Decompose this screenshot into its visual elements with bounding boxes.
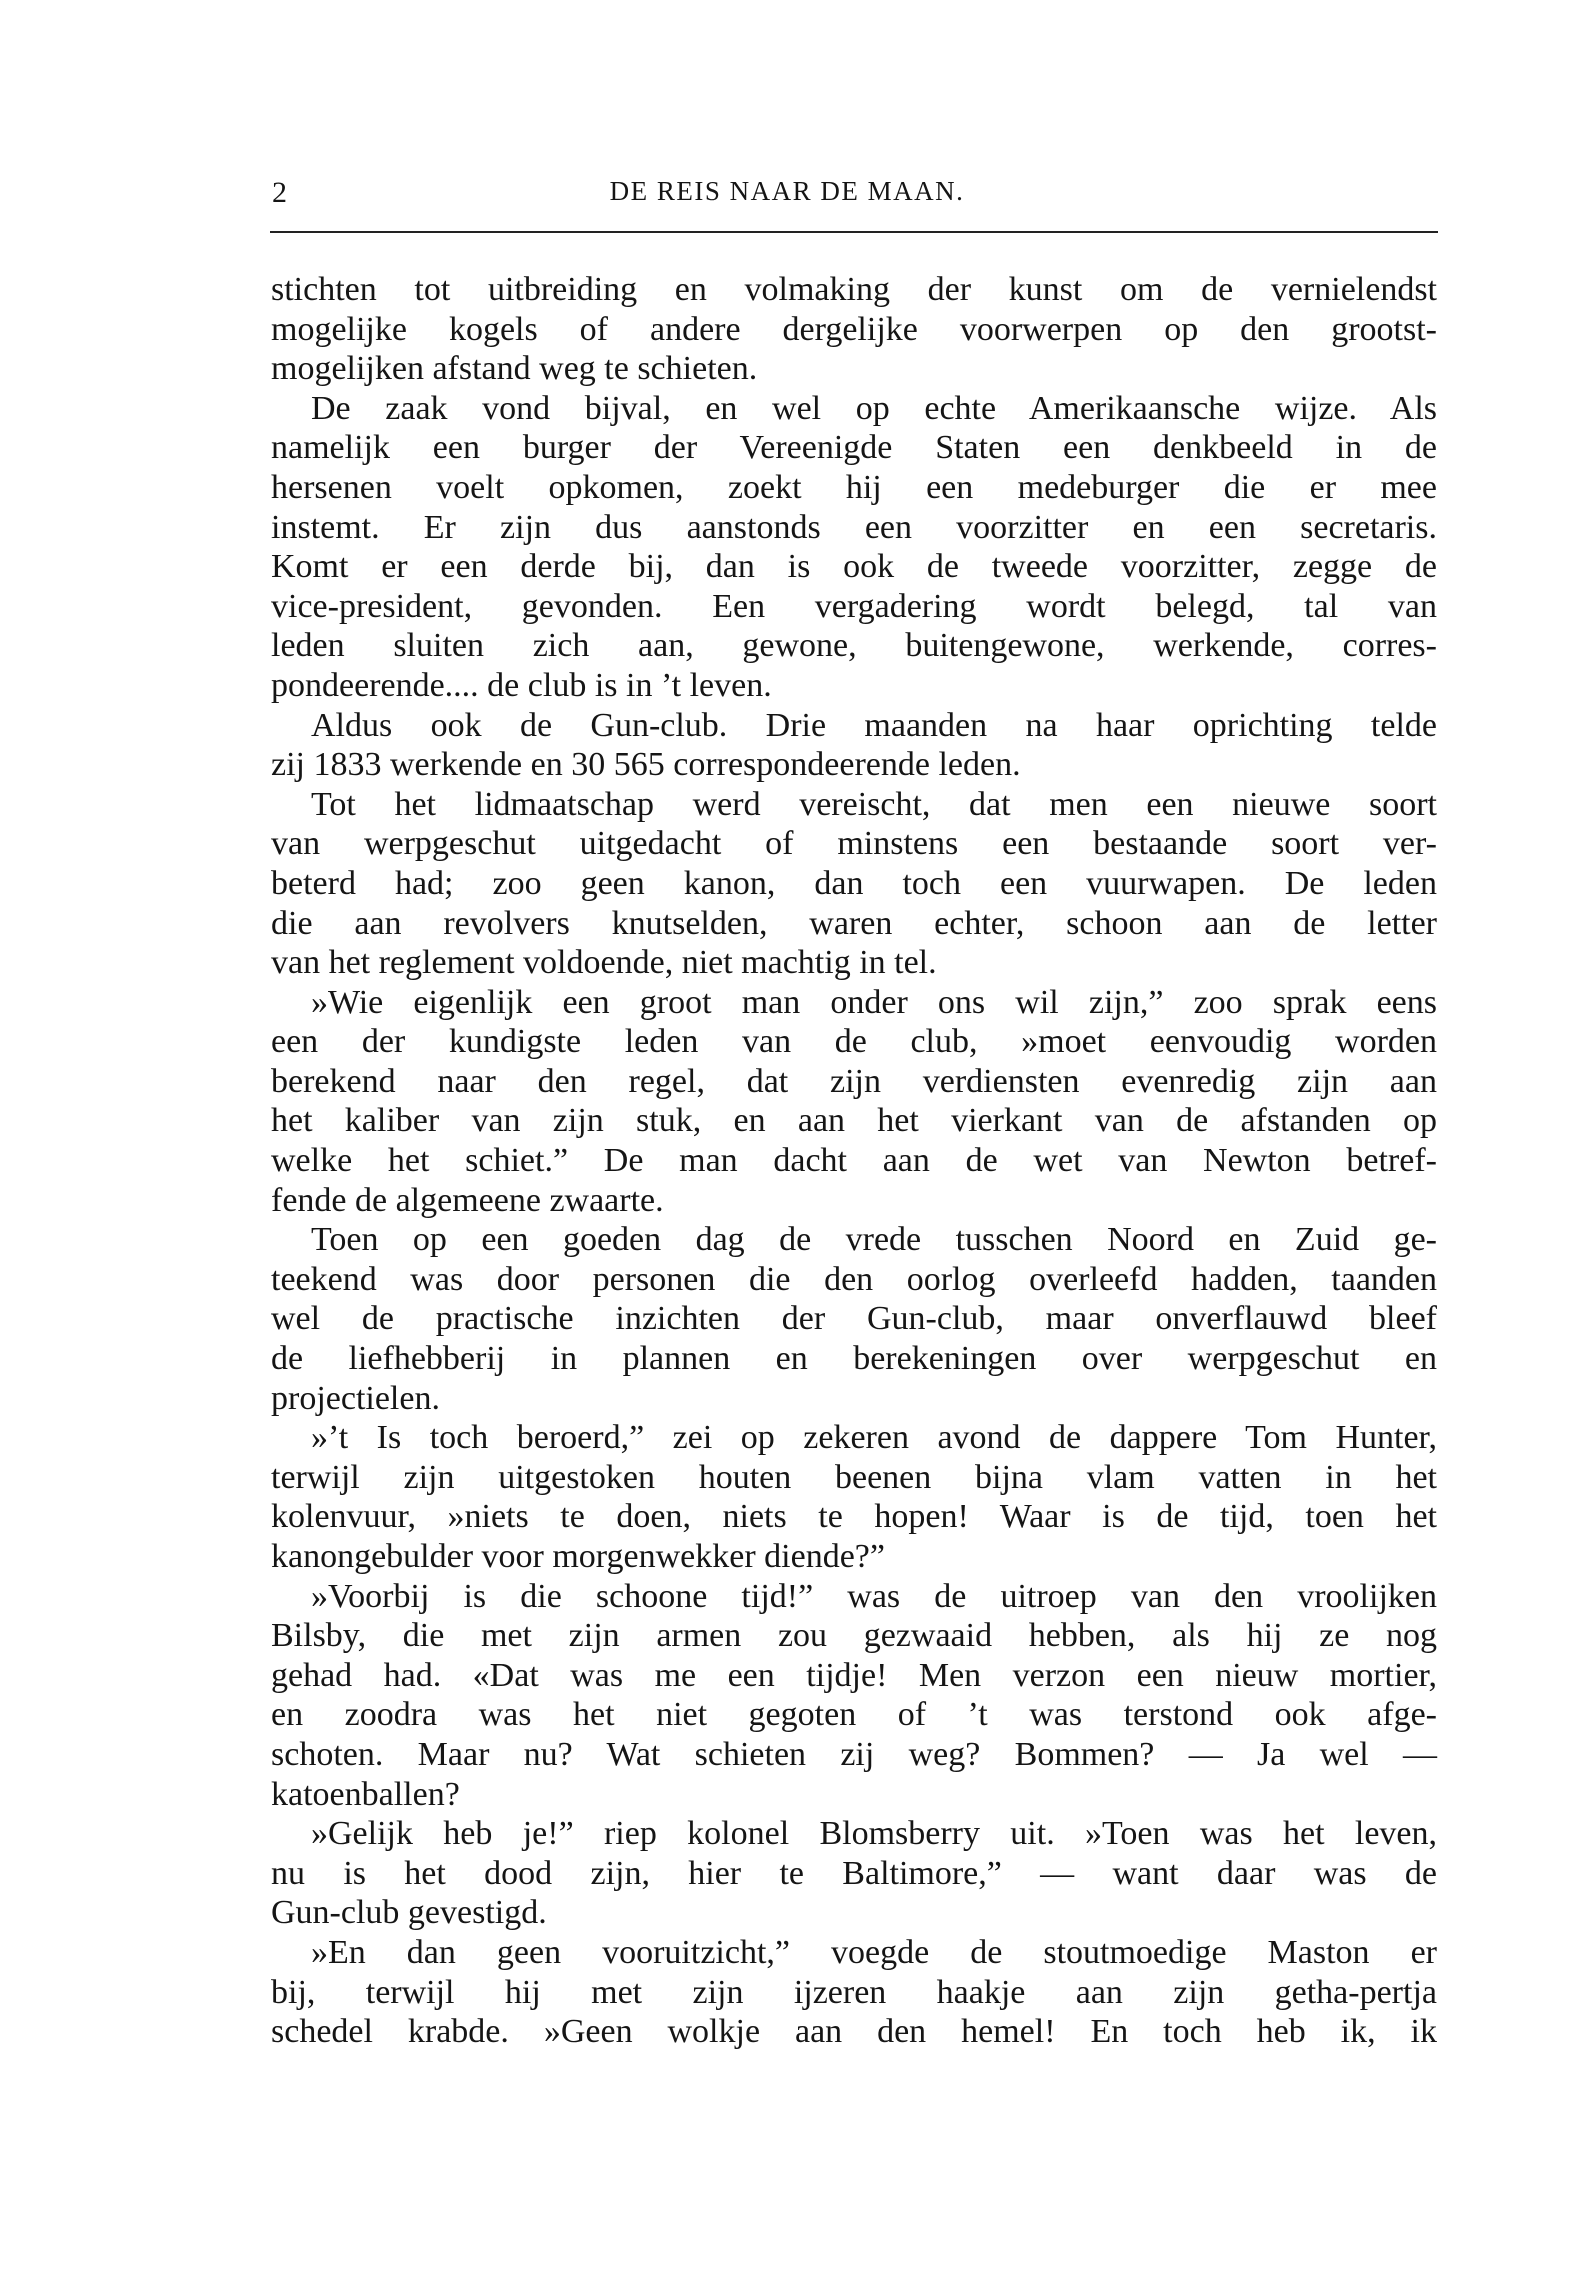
- text-line: »Gelijk heb je!” riep kolonel Blomsberry uit. »Toen was het leven,: [311, 1815, 1437, 1853]
- text-line: teekend was door personen die den oorlog overleefd hadden, taanden: [271, 1260, 1437, 1298]
- body-text: [271, 270, 1437, 2052]
- text-line: schoten. Maar nu? Wat schieten zij weg? Bommen? — Ja wel —: [271, 1735, 1437, 1773]
- text-line: nu is het dood zijn, hier te Baltimore,” — want daar was de: [271, 1854, 1437, 1892]
- text-line: vice-president, gevonden. Een vergadering wordt belegd, tal van: [271, 587, 1437, 625]
- text-line: wel de practische inzichten der Gun-club, maar onverflauwd bleef: [271, 1300, 1437, 1338]
- text-line: »En dan geen vooruitzicht,” voegde de stoutmoedige Maston er: [311, 1933, 1437, 1971]
- text-line: gehad had. «Dat was me een tijdje! Men verzon een nieuw mortier,: [271, 1656, 1437, 1694]
- text-line: kolenvuur, »niets te doen, niets te hopen! Waar is de tijd, toen het: [271, 1498, 1437, 1536]
- text-line: Gun-club gevestigd.: [271, 1894, 547, 1932]
- text-line: Toen op een goeden dag de vrede tusschen Noord en Zuid ge-: [311, 1221, 1437, 1259]
- text-line: van werpgeschut uitgedacht of minstens een bestaande soort ver-: [271, 825, 1437, 863]
- text-line: mogelijken afstand weg te schieten.: [271, 350, 758, 388]
- text-line: het kaliber van zijn stuk, en aan het vierkant van de afstanden op: [271, 1102, 1437, 1140]
- text-line: beterd had; zoo geen kanon, dan toch een vuurwapen. De leden: [271, 864, 1437, 902]
- text-line: Bilsby, die met zijn armen zou gezwaaid hebben, als hij ze nog: [271, 1617, 1437, 1655]
- text-line: terwijl zijn uitgestoken houten beenen bijna vlam vatten in het: [271, 1458, 1437, 1496]
- text-line: Aldus ook de Gun-club. Drie maanden na haar oprichting telde: [311, 706, 1437, 744]
- text-line: kanongebulder voor morgenwekker diende?”: [271, 1538, 885, 1575]
- text-line: »’t Is toch beroerd,” zei op zekeren avond de dappere Tom Hunter,: [311, 1419, 1437, 1457]
- text-line: welke het schiet.” De man dacht aan de wet van Newton betref-: [271, 1142, 1437, 1180]
- text-line: fende de algemeene zwaarte.: [271, 1181, 664, 1219]
- text-line: Komt er een derde bij, dan is ook de tweede voorzitter, zegge de: [271, 548, 1437, 586]
- text-line: leden sluiten zich aan, gewone, buitengewone, werkende, corres-: [271, 627, 1437, 665]
- text-line: pondeerende.... de club is in ’t leven.: [271, 666, 772, 704]
- text-line: namelijk een burger der Vereenigde Staten een denkbeeld in de: [271, 429, 1437, 467]
- header-rule: [270, 231, 1438, 233]
- text-line: stichten tot uitbreiding en volmaking der kunst om de vernielendst: [271, 271, 1437, 308]
- page-number: 2: [272, 176, 287, 209]
- text-line: projectielen.: [271, 1379, 440, 1417]
- text-line: »Wie eigenlijk een groot man onder ons wil zijn,” zoo sprak eens: [311, 983, 1437, 1021]
- text-line: De zaak vond bijval, en wel op echte Amerikaansche wijze. Als: [311, 389, 1437, 427]
- text-line: katoenballen?: [271, 1775, 460, 1813]
- text-line: de liefhebberij in plannen en berekeningen over werpgeschut en: [271, 1340, 1437, 1378]
- text-line: en zoodra was het niet gegoten of ’t was terstond ook afge-: [271, 1696, 1437, 1734]
- text-line: »Voorbij is die schoone tijd!” was de uitroep van den vroolijken: [311, 1577, 1437, 1615]
- running-title: DE REIS NAAR DE MAAN.: [609, 176, 965, 206]
- text-line: berekend naar den regel, dat zijn verdiensten evenredig zijn aan: [271, 1062, 1437, 1100]
- text-line: die aan revolvers knutselden, waren echter, schoon aan de letter: [271, 904, 1437, 942]
- text-line: zij 1833 werkende en 30 565 correspondeerende leden.: [271, 746, 1021, 784]
- text-line: mogelijke kogels of andere dergelijke voorwerpen op den grootst-: [271, 310, 1437, 348]
- text-line: hersenen voelt opkomen, zoekt hij een medeburger die er mee: [271, 468, 1437, 506]
- text-line: een der kundigste leden van de club, »moet eenvoudig worden: [271, 1023, 1437, 1061]
- text-line: Tot het lidmaatschap werd vereischt, dat men een nieuwe soort: [311, 785, 1437, 823]
- text-line: instemt. Er zijn dus aanstonds een voorzitter en een secretaris.: [271, 508, 1437, 546]
- text-line: schedel krabde. »Geen wolkje aan den hemel! En toch heb ik, ik: [271, 2013, 1437, 2051]
- text-line: bij, terwijl hij met zijn ijzeren haakje aan zijn getha-pertja: [271, 1973, 1437, 2011]
- text-line: van het reglement voldoende, niet machtig in tel.: [271, 944, 937, 982]
